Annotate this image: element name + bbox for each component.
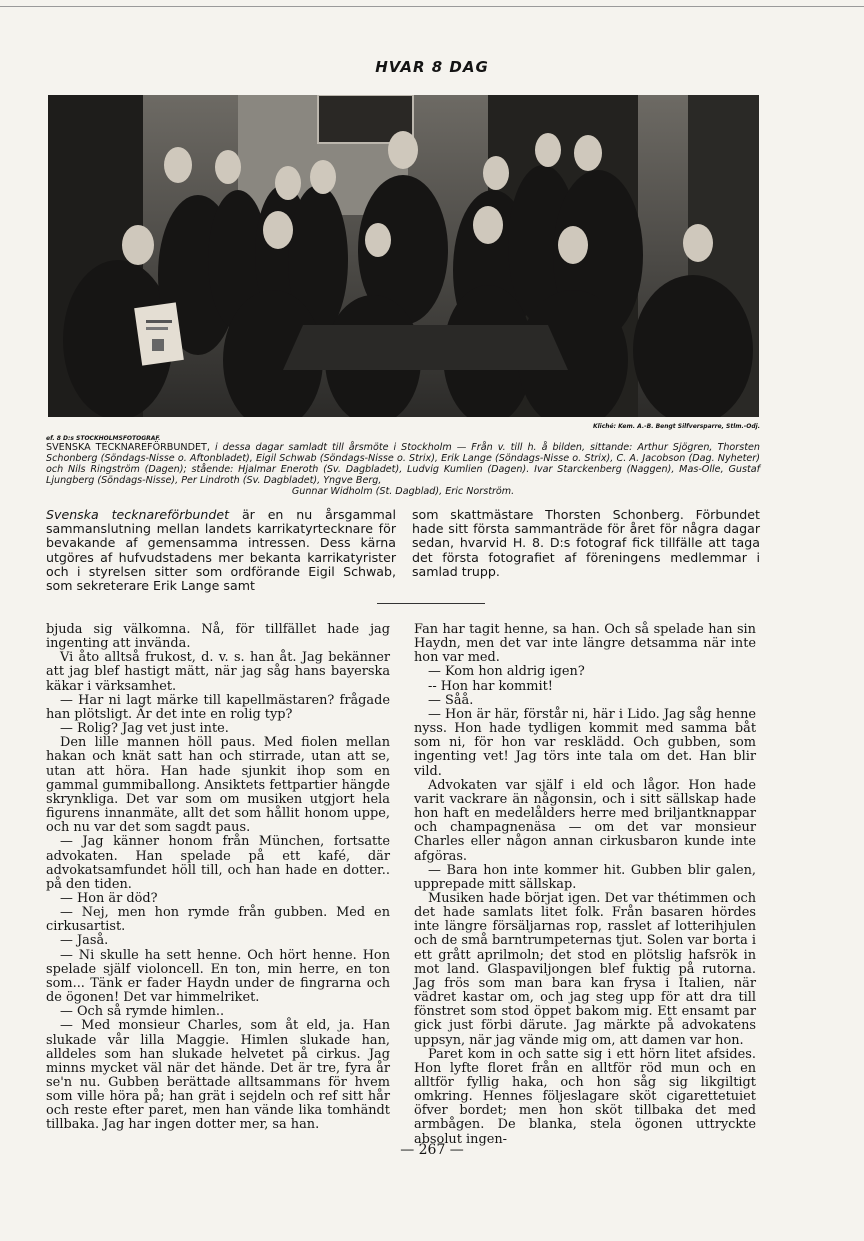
- paragraph: — Hon är här, förstår ni, här i Lido. Jag såg henne nyss. Hon hade tydligen kommit med samma båt som ni, för hon var resklädd. Och gubben, som ingenting vet! Jag törs inte tala om det. Han blir vild.: [414, 706, 756, 779]
- paragraph: Musiken hade börjat igen. Det var thétimmen och det hade samlats litet folk. Från basaren hördes inte längre försäljarnas rop, rasslet af lotterihjulen och de små barntrumpeternas tjut. Solen var borta i ett grått aprilmoln; det stod en plötslig hafsrök in mot land. Glaspaviljongen blef fuktig på rutorna. Jag frös som man bara kan frysa i Italien, när vädret kastar om, och jag steg upp för att dra till fönstret som stod öppet bakom mig. Ett ensamt par gick just förbi därute. Jag märkte på advokatens uppsyn, när jag vände mig om, att damen var hon.: [414, 890, 756, 1048]
- paragraph: — Ni skulle ha sett henne. Och hört henne. Hon spelade själf violoncell. En ton, min herre, en ton som... Tänk er fader Haydn under de fingrarna och de ögonen! Det var himmelriket.: [46, 947, 390, 1006]
- section-divider: [377, 603, 485, 604]
- cliche-credit: Kliché: Kem. A.-B. Bengt Silfversparre, Stlm.-Odj.: [592, 423, 760, 430]
- caption-body: i dessa dagar samladt till årsmöte i Stockholm — Från v. till h. å bilden, sittande: Arthur Sjögren, Thorsten Schonberg (Söndags-Nisse o. Aftonbladet), Eigil Schwab (Söndags-Nisse o. Strix), Erik Lange (Söndags-Nisse o. Strix), C. A. Jacobson (Dag. Nyheter) och Nils Ringström (Dagen); stående: Hjalmar Eneroth (Sv. Dagbladet), Ludvig Kumlien (Dagen). Ivar Starckenberg (Naggen), Mas-Olle, Gustaf Ljungberg (Söndags-Nisse), Per Lindroth (Sv. Dagbladet), Yngve Berg,: [46, 442, 760, 486]
- photo-credit: ef. 8 D:s STOCKHOLMSFOTOGRAF.: [46, 435, 161, 442]
- intro-left: [46, 508, 396, 593]
- page-header: HVAR 8 DAG: [375, 58, 489, 76]
- paragraph: — Rolig? Jag vet just inte.: [60, 721, 229, 737]
- story-column-left: [46, 623, 390, 1133]
- paragraph: — Såå.: [428, 692, 474, 708]
- paragraph: Den lille mannen höll paus. Med fiolen mellan hakan och knät satt han och stirrade, utan att se, utan att höra. Han hade sjunkit ihop som en gammal gummiballong. Ansiktets fettpartier hängde skrynkliga. Det var som om musiken utgjort hela figurens innanmäte, allt det som hållit honom uppe, och nu var det som sagdt paus.: [46, 735, 390, 836]
- paragraph: Advokaten var själf i eld och lågor. Hon hade varit vackrare än någonsin, och i sitt sällskap hade hon haft en medelålders herre med briljantknappar och champagnenäsa — om det var monsieur Charles eller någon annan cirkusbaron kunde inte afgöras.: [414, 777, 756, 864]
- story-column-right: [414, 623, 756, 1147]
- paragraph: — Har ni lagt märke till kapellmästaren? frågade han plötsligt. Är det inte en rolig typ?: [46, 692, 390, 722]
- paragraph: — Bara hon inte kommer hit. Gubben blir galen, upprepade mitt sällskap.: [414, 862, 756, 892]
- paragraph: bjuda sig välkomna. Nå, för tillfället hade jag ingenting att invända.: [46, 622, 390, 652]
- paragraph: — Kom hon aldrig igen?: [428, 664, 585, 680]
- caption-lead: SVENSKA TECKNAREFÖRBUNDET,: [46, 442, 210, 453]
- paragraph: — Och så rymde himlen..: [60, 1004, 225, 1020]
- paragraph: — Jag känner honom från München, fortsatte advokaten. Han spelade på ett kafé, där advokatsamfundet höll till, och han hade en dotter.. på den tiden.: [46, 834, 390, 892]
- intro-right: som skattmästare Thorsten Schonberg. Förbundet hade sitt första sammanträde för året för några dagar sedan, hvarvid H. 8. D:s fotograf fick tillfälle att taga det första fotografiet af föreningens medlemmar i samlad trupp.: [412, 507, 760, 579]
- intro-title: Svenska tecknareförbundet: [46, 507, 230, 522]
- paragraph: — Med monsieur Charles, som åt eld, ja. Han slukade vår lilla Maggie. Himlen slukade han, alldeles som han slukade helvetet på cirkus. Jag minns mycket väl när det hände. Det är tre, fyra år se'n nu. Gubben berättade alltsammans för hvem som ville höra på; han grät i sejdeln och ref sitt hår och reste efter paret, men han vände lika tomhändt tillbaka. Jag har ingen dotter mer, sa han.: [46, 1018, 390, 1133]
- paragraph: Vi åto alltså frukost, d. v. s. han åt. Jag bekänner att jag blef hastigt mätt, när jag såg hans bayerska käkar i värksamhet.: [46, 650, 390, 694]
- paragraph: -- Hon har kommit!: [428, 678, 553, 694]
- paragraph: Paret kom in och satte sig i ett hörn litet afsides. Hon lyfte floret från en alltför röd mun och en alltför fyllig haka, och hon såg sig likgiltigt omkring. Hennes följeslagare sköt cigarettetuiet öfver bordet; men hon sköt tillbaka det med armbågen. De blanka, stela ögonen uttryckte absolut ingen-: [414, 1046, 756, 1147]
- top-rule: [0, 6, 864, 7]
- paragraph: — Jaså.: [60, 933, 109, 949]
- paragraph: — Nej, men hon rymde från gubben. Med en cirkusartist.: [46, 905, 390, 935]
- group-photograph: [48, 95, 759, 417]
- caption-last-line: Gunnar Widholm (St. Dagblad), Eric Norström.: [291, 486, 515, 497]
- group-photo-illustration: [48, 95, 759, 417]
- intro-left-text: är en nu årsgammal sammanslutning mellan landets karrikatyrtecknare för bevakande af gemensamma intressen. Dess kärna utgöres af hufvudstadens mer bekanta karrikatyrister och i styrelsen sitter som ordförande Eigil Schwab, som sekreterare Erik Lange samt: [46, 507, 397, 594]
- photo-caption: [46, 442, 760, 497]
- paragraph: Fan har tagit henne, sa han. Och så spelade han sin Haydn, men det var inte längre detsamma när inte hon var med.: [414, 622, 756, 666]
- paragraph: — Hon är död?: [60, 890, 158, 906]
- page-number: — 267 —: [400, 1142, 464, 1158]
